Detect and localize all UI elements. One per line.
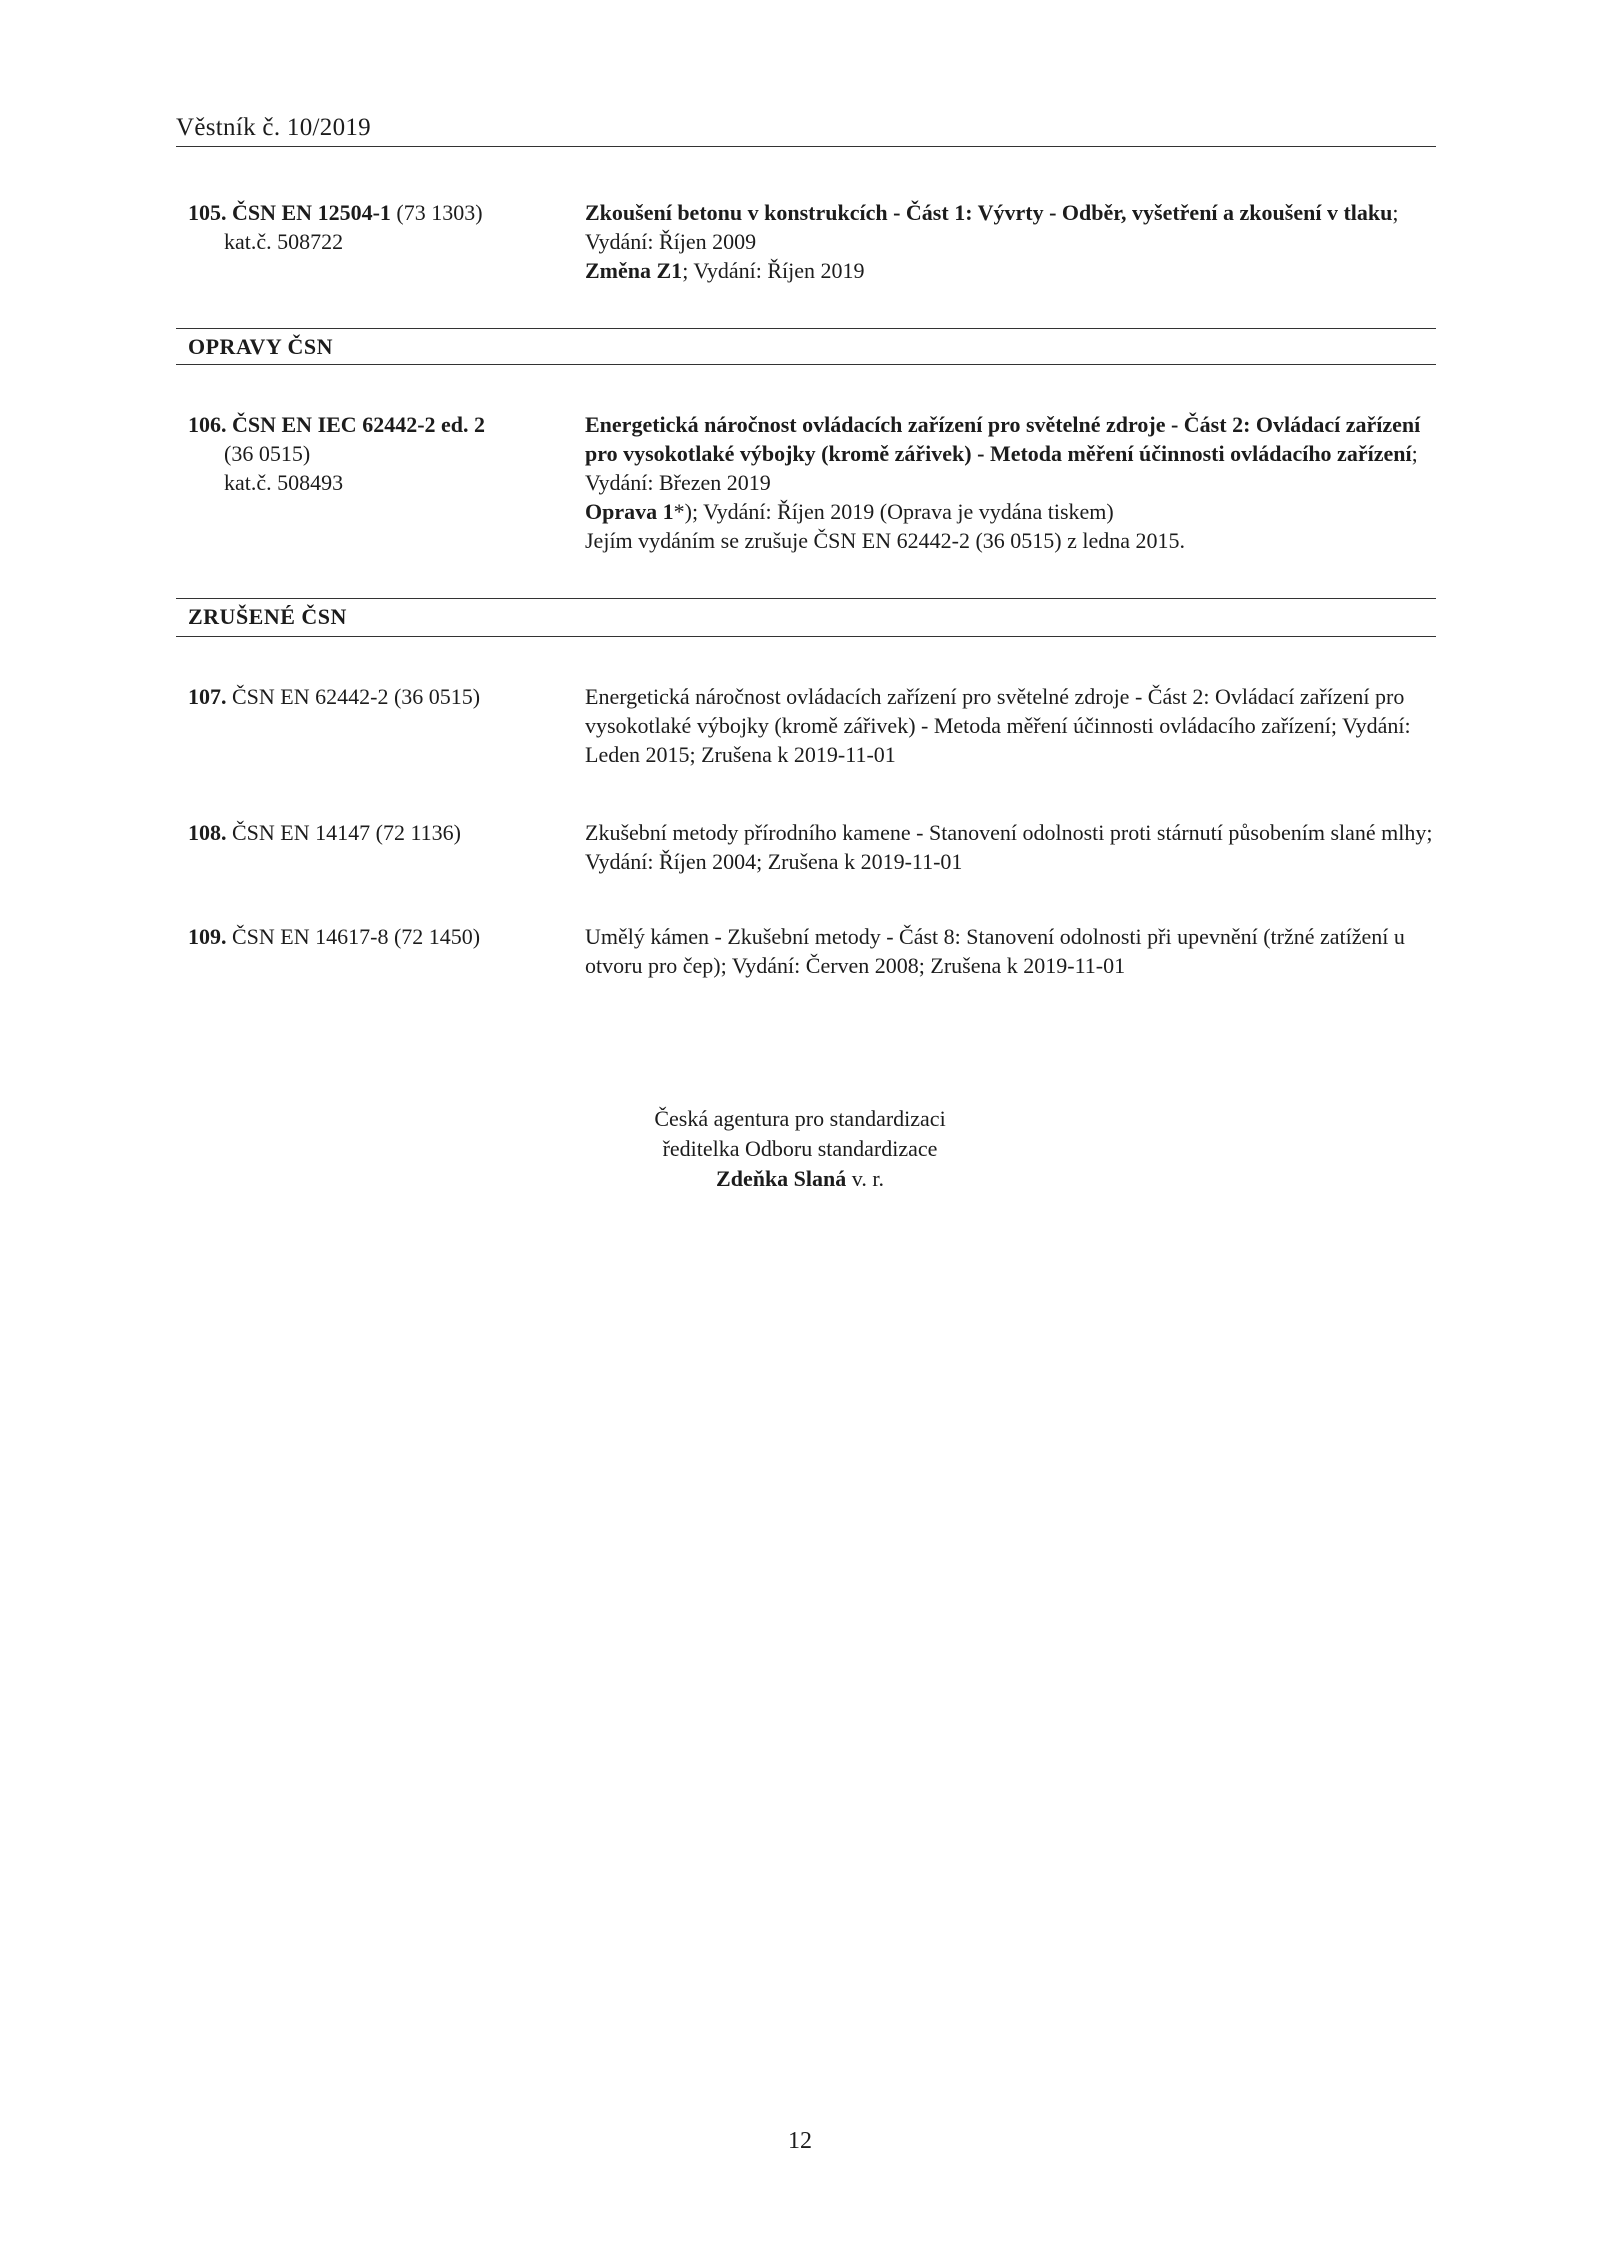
entry-107-description: Energetická náročnost ovládacích zařízení pro světelné zdroje - Část 2: Ovládací zařízení pro vysokotlaké výbojky (kromě zářivek) - Metoda měření účinnosti ovládacího zařízení; Vydání: Leden 2015; Zrušena k 2019-11-01 [585, 684, 1411, 767]
issue-info: ; Vydání: Říjen 2009 [585, 200, 1399, 254]
entry-106-description [585, 410, 1445, 555]
entry-109-identifier [188, 922, 568, 951]
header-divider [176, 146, 1436, 147]
section-divider-bottom [176, 364, 1436, 365]
entry-number: 107. [188, 684, 227, 709]
entry-105-description [585, 198, 1445, 285]
entry-number: 105. [188, 200, 227, 225]
section-divider-bottom [176, 636, 1436, 637]
correction-label: Oprava 1 [585, 499, 674, 524]
entry-108-description: Zkušební metody přírodního kamene - Stanovení odolnosti proti stárnutí působením slané mlhy; Vydání: Říjen 2004; Zrušena k 2019-11-01 [585, 820, 1433, 874]
entry-105-identifier [188, 198, 568, 256]
signature-role: ředitelka Odboru standardizace [662, 1136, 938, 1161]
issue-info: ; Vydání: Březen 2019 [585, 441, 1418, 495]
standard-code: ČSN EN 14617-8 (72 1450) [232, 924, 481, 949]
correction-issue-info: *); Vydání: Říjen 2019 (Oprava je vydána tiskem) [673, 499, 1114, 524]
standard-code: ČSN EN IEC 62442-2 ed. 2 [232, 412, 486, 437]
section-divider-top [176, 328, 1436, 329]
standard-code: ČSN EN 62442-2 (36 0515) [232, 684, 481, 709]
page-number: 12 [788, 2128, 812, 2154]
cancellation-note: Jejím vydáním se zrušuje ČSN EN 62442-2 (36 0515) z ledna 2015. [585, 528, 1186, 553]
signatory-name: Zdeňka Slaná [716, 1166, 847, 1191]
entry-number: 106. [188, 412, 227, 437]
catalog-number: kat.č. 508493 [224, 470, 344, 495]
catalog-number: kat.č. 508722 [224, 229, 344, 254]
entry-number: 108. [188, 820, 227, 845]
class-code: (73 1303) [396, 200, 483, 225]
entry-109-description: Umělý kámen - Zkušební metody - Část 8: Stanovení odolnosti při upevnění (tržné zatížení u otvoru pro čep); Vydání: Červen 2008; Zrušena k 2019-11-01 [585, 924, 1405, 978]
section-divider-top [176, 598, 1436, 599]
entry-106-identifier [188, 410, 568, 497]
change-label: Změna Z1 [585, 258, 683, 283]
signature-name-line [560, 1164, 1040, 1194]
standard-code: ČSN EN 14147 (72 1136) [232, 820, 461, 845]
page-header-title: Věstník č. 10/2019 [176, 114, 371, 141]
entry-108-identifier [188, 818, 568, 847]
section-title-cancelled: ZRUŠENÉ ČSN [188, 604, 347, 629]
signature-suffix: v. r. [846, 1166, 884, 1191]
entry-number: 109. [188, 924, 227, 949]
change-issue-info: ; Vydání: Říjen 2019 [682, 258, 865, 283]
section-title-corrections: OPRAVY ČSN [188, 334, 333, 359]
standard-code: ČSN EN 12504-1 [232, 200, 391, 225]
signature-organization: Česká agentura pro standardizaci [654, 1106, 946, 1131]
class-code: (36 0515) [224, 441, 311, 466]
entry-107-identifier [188, 682, 568, 711]
standard-title: Zkoušení betonu v konstrukcích - Část 1: Vývrty - Odběr, vyšetření a zkoušení v tlaku [585, 200, 1393, 225]
signature-block [560, 1104, 1040, 1194]
standard-title: Energetická náročnost ovládacích zařízení pro světelné zdroje - Část 2: Ovládací zařízení pro vysokotlaké výbojky (kromě zářivek) - Metoda měření účinnosti ovládacího zařízení [585, 412, 1421, 466]
